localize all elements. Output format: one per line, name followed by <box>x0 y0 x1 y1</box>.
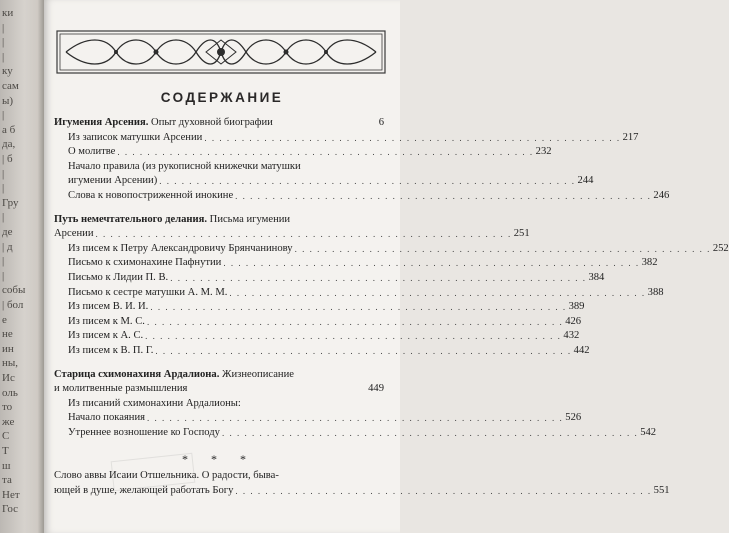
section-heading <box>54 368 294 383</box>
entry-title: Арсении <box>54 228 94 240</box>
final-entry-title: Слово аввы Исаии Отшельника. О радости, быва- <box>54 470 279 482</box>
spine-text-fragment: де <box>2 226 13 238</box>
section-heading-plain: Опыт духовной биографии <box>148 117 273 128</box>
section-heading-bold: Старица схимонахиня Ардалиона. <box>54 368 220 380</box>
page-number: 542 <box>640 426 657 438</box>
spine-text-fragment: Т <box>2 445 9 457</box>
spine-text-fragment: | <box>2 50 5 63</box>
entry-title: Из записок матушки Арсении <box>68 131 203 143</box>
page-number: 432 <box>563 330 580 342</box>
spine-text-fragment: сам <box>2 80 19 92</box>
spine-text-fragment: Нет <box>2 488 20 501</box>
toc-entry <box>54 145 552 160</box>
toc-entry <box>54 174 594 189</box>
entry-title: Из писем к В. П. Г. <box>68 344 154 356</box>
section-heading <box>54 116 273 131</box>
leader-dots: . . . . . . . . . . . . . . . . . . . . . . . . . . . . . . . . . . . . . . . . . . . . . . . . . . . . . . . . <box>235 485 652 496</box>
leader-dots: . . . . . . . . . . . . . . . . . . . . . . . . . . . . . . . . . . . . . . . . . . . . . . . . . . . . . . . . <box>229 287 646 298</box>
page-number: 251 <box>513 228 530 240</box>
section-heading-continuation <box>54 382 384 397</box>
page-number: 244 <box>577 175 594 187</box>
book-spine-edge <box>0 0 44 533</box>
spine-text-fragment: та <box>2 474 12 487</box>
leader-dots: . . . . . . . . . . . . . . . . . . . . . . . . . . . . . . . . . . . . . . . . . . . . . . . . . . . . . . . . <box>235 190 652 201</box>
page-number: 388 <box>647 286 664 298</box>
spine-text-fragment: собы <box>2 284 26 297</box>
spine-text-fragment: | бол <box>2 299 24 311</box>
spine-text-fragment: ны, <box>2 357 19 370</box>
page-number: 217 <box>622 131 639 143</box>
entry-title: ющей в душе, желающей работать Богу <box>54 484 234 496</box>
section-heading-plain: Жизнеописание <box>219 368 294 380</box>
toc-entry <box>54 256 658 271</box>
leader-dots: . . . . . . . . . . . . . . . . . . . . . . . . . . . . . . . . . . . . . . . . . . . . . . . . . . . . . . . . <box>117 147 534 158</box>
toc-entry <box>54 300 585 315</box>
toc-section <box>54 213 729 359</box>
section-heading-bold: Путь немечтательного делания. <box>54 213 208 225</box>
section-heading-bold: Игумения Арсения. <box>54 117 149 128</box>
entry-title: Письмо к сестре матушки А. М. М. <box>68 286 228 298</box>
spine-text-fragment: | д <box>2 240 13 253</box>
entry-title: Письмо к Лидии П. В. <box>68 271 169 283</box>
entry-title: Из писем к М. С. <box>68 315 145 327</box>
page-number: 389 <box>568 301 585 313</box>
entry-title: Из писем к Петру Александровичу Брянчанинову <box>68 242 293 254</box>
toc-section <box>54 116 670 204</box>
entry-title: Из писем В. И. И. <box>68 301 149 313</box>
leader-dots: . . . . . . . . . . . . . . . . . . . . . . . . . . . . . . . . . . . . . . . . . . . . . . . . . . . . . . . . <box>221 427 639 438</box>
toc-entry <box>54 286 664 301</box>
page-number: 384 <box>588 271 605 283</box>
leader-dots: . . . . . . . . . . . . . . . . . . . . . . . . . . . . . . . . . . . . . . . . . . . . . . . . . . . . . . . . <box>150 302 567 313</box>
toc-entry <box>54 397 384 412</box>
final-entry-line <box>54 484 670 499</box>
toc-entry <box>54 242 729 257</box>
spine-text-fragment: Гру <box>2 196 19 209</box>
ornamental-header-band <box>56 30 386 74</box>
spine-text-fragment: С <box>2 430 10 443</box>
spine-text-fragment: | <box>2 36 5 49</box>
toc-entry <box>54 344 590 359</box>
entry-title: и молитвенные размышления <box>54 383 188 395</box>
spine-text-fragment: а б <box>2 123 16 136</box>
spine-text-fragment: ы) <box>2 94 14 107</box>
spine-text-fragment: | <box>2 211 5 224</box>
section-heading-plain: Письма игумении <box>207 213 291 225</box>
entry-title: Утреннее возношение ко Господу <box>68 426 220 438</box>
spine-text-fragment: | <box>2 167 5 180</box>
spine-text-fragment: | <box>2 21 5 34</box>
page-number: 442 <box>573 344 590 356</box>
page-number: 246 <box>653 189 670 201</box>
toc-entry <box>54 411 582 426</box>
entry-title: игумении Арсении) <box>68 175 158 187</box>
toc-heading: СОДЕРЖАНИЕ <box>160 90 284 105</box>
section-heading-row <box>54 116 384 131</box>
page-number: 232 <box>535 146 552 158</box>
final-entry <box>54 469 670 498</box>
spine-text-fragment: ки <box>2 7 14 19</box>
leader-dots: . . . . . . . . . . . . . . . . . . . . . . . . . . . . . . . . . . . . . . . . . . . . . . . . . . . . . . . . <box>204 132 621 143</box>
page-number: 252 <box>712 242 729 254</box>
toc-entry <box>54 189 670 204</box>
spine-text-fragment: оль <box>2 386 18 399</box>
entry-title: Начало покаяния <box>68 412 146 424</box>
spine-text-fragment: е <box>2 313 7 326</box>
leader-dots: . . . . . . . . . . . . . . . . . . . . . . . . . . . . . . . . . . . . . . . . . . . . . . . . . . . . . . . . <box>155 345 572 356</box>
toc-entry <box>54 329 580 344</box>
page-number: 449 <box>368 383 384 395</box>
spine-text-fragment: ш <box>2 459 11 472</box>
section-heading-continuation <box>54 227 530 242</box>
leader-dots: . . . . . . . . . . . . . . . . . . . . . . . . . . . . . . . . . . . . . . . . . . . . . . . . . . . . . . . . <box>146 316 564 327</box>
entry-title: Из писаний схимонахини Ардалионы: <box>68 397 241 409</box>
leader-dots: . . . . . . . . . . . . . . . . . . . . . . . . . . . . . . . . . . . . . . . . . . . . . . . . . . . . . . . . <box>294 243 711 254</box>
entry-title: Письмо к схимонахине Пафнутии <box>68 257 222 269</box>
leader-dots: . . . . . . . . . . . . . . . . . . . . . . . . . . . . . . . . . . . . . . . . . . . . . . . . . . . . . . . . <box>170 272 587 283</box>
spine-text-fragment: Гос <box>2 503 19 516</box>
section-heading <box>54 213 290 228</box>
spine-text-fragment: ин <box>2 342 14 355</box>
page-number: 526 <box>565 412 582 424</box>
spine-text-fragment: Ис <box>2 372 15 384</box>
leader-dots: . . . . . . . . . . . . . . . . . . . . . . . . . . . . . . . . . . . . . . . . . . . . . . . . . . . . . . . . <box>159 176 576 187</box>
toc-entry <box>54 426 657 441</box>
spine-text-fragment: да, <box>2 138 16 151</box>
toc-entry <box>54 160 384 175</box>
entry-title: О молитве <box>68 146 116 158</box>
leader-dots: . . . . . . . . . . . . . . . . . . . . . . . . . . . . . . . . . . . . . . . . . . . . . . . . . . . . . . . . <box>95 229 512 240</box>
toc-entry <box>54 271 605 286</box>
toc-section <box>54 368 657 441</box>
leader-dots: . . . . . . . . . . . . . . . . . . . . . . . . . . . . . . . . . . . . . . . . . . . . . . . . . . . . . . . . <box>223 258 640 269</box>
page-number: 551 <box>653 484 670 496</box>
page-number: 6 <box>378 117 384 128</box>
page-number: 426 <box>565 315 582 327</box>
table-of-contents <box>54 116 729 507</box>
leader-dots: . . . . . . . . . . . . . . . . . . . . . . . . . . . . . . . . . . . . . . . . . . . . . . . . . . . . . . . . <box>147 413 564 424</box>
page-number: 382 <box>641 257 658 269</box>
final-entry-line <box>54 469 384 484</box>
spine-text-fragment: | <box>2 182 5 195</box>
entry-title: Слова к новопостриженной инокине <box>68 189 234 201</box>
spine-text-fragment: не <box>2 328 13 341</box>
entry-title: Из писем к А. С. <box>68 330 144 342</box>
leader-dots: . . . . . . . . . . . . . . . . . . . . . . . . . . . . . . . . . . . . . . . . . . . . . . . . . . . . . . . . <box>145 331 562 342</box>
spine-text-fragment: | <box>2 255 5 268</box>
spine-text-fragment: | б <box>2 153 13 165</box>
section-heading-row <box>54 213 384 228</box>
book-page <box>44 0 729 533</box>
toc-entry <box>54 315 582 330</box>
spine-text-fragment: | <box>2 269 5 282</box>
section-divider-stars: * * * <box>182 452 256 467</box>
spine-text-fragment: | <box>2 109 5 122</box>
spine-text-fragment: то <box>2 401 13 414</box>
spine-text-fragment: же <box>2 415 15 428</box>
entry-title: Начало правила (из рукописной книжечки матушки <box>68 160 301 172</box>
spine-text-fragment: ку <box>2 65 13 78</box>
toc-entry <box>54 131 639 146</box>
section-heading-row <box>54 368 384 383</box>
